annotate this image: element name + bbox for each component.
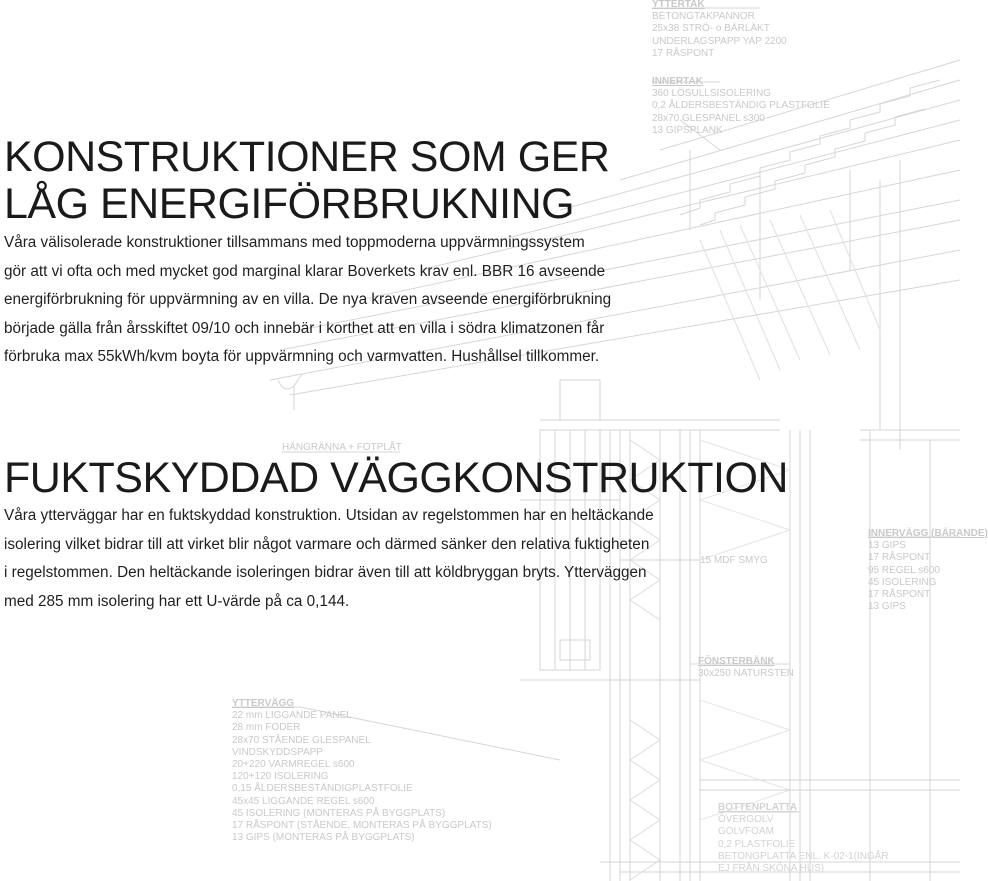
label-innervagg-line: 95 REGEL s600 xyxy=(868,564,940,576)
paragraph-line: förbruka max 55kWh/kvm boyta för uppvärmning och varmvatten. Hushållsel tillkommer. xyxy=(4,348,600,365)
label-yttertak-line: BETONGTAKPANNOR xyxy=(652,11,755,23)
paragraph-line: började gälla från årsskiftet 09/10 och innebär i korthet att en villa i södra klimatzonen får xyxy=(4,319,605,337)
label-yttervagg-line: 0,15 ÅLDERSBESTÄNDIGPLASTFOLIE xyxy=(232,783,413,795)
heading-energy-line1: KONSTRUKTIONER SOM GER xyxy=(4,133,610,181)
label-yttervagg-line: 28x70 STÅENDE GLESPANEL xyxy=(232,734,371,746)
label-yttervagg-title: YTTERVÄGG xyxy=(232,698,295,709)
paragraph-line: Våra välisolerade konstruktioner tillsammans med toppmoderna uppvärmningssystem xyxy=(4,234,585,251)
label-innervagg-line: 45 ISOLERING xyxy=(868,576,937,588)
label-innertak-line: 360 LÖSULLSISOLERING xyxy=(652,88,771,100)
label-yttervagg-line: 28 mm FODER xyxy=(232,722,301,734)
label-innertak-line: 13 GIPSPLANK xyxy=(652,124,723,136)
paragraph-moisture xyxy=(4,502,654,616)
label-yttertak xyxy=(652,0,787,60)
paragraph-line: med 285 mm isolering har ett U-värde på ca 0,144. xyxy=(4,592,350,610)
label-hangranna-text: HÄNGRÄNNA + FOTPLÅT xyxy=(282,442,402,453)
label-yttervagg-line: 22 mm LIGGANDE PANEL xyxy=(232,710,352,722)
label-yttertak-line: UNDERLAGSPAPP YAP 2200 xyxy=(652,35,787,47)
label-smyg-text: 15 MDF SMYG xyxy=(700,555,768,566)
label-bottenplatta xyxy=(718,802,889,875)
label-innervagg xyxy=(868,528,988,613)
heading-energy-line2: LÅG ENERGIFÖRBRUKNING xyxy=(4,180,575,228)
paragraph-line: i regelstommen. Den heltäckande isoleringen bidrar även till att köldbryggan bryts. Ytterväggen xyxy=(4,564,647,581)
paragraph-line: isolering vilket bidrar till att virket blir något varmare och därmed sänker den relativa fuktigheten xyxy=(4,535,650,553)
label-bottenplatta-title: BOTTENPLATTA xyxy=(718,802,798,813)
label-yttervagg-line: 120+120 ISOLERING xyxy=(232,771,329,783)
label-yttertak-line: 25x38 STRÖ- o BÄRLÄKT xyxy=(652,23,770,35)
label-yttervagg-line: 17 RÅSPONT (STÅENDE, MONTERAS PÅ BYGGPLATS) xyxy=(232,820,492,832)
label-yttertak-title: YTTERTAK xyxy=(652,0,705,10)
label-yttertak-line: 17 RÅSPONT xyxy=(652,47,715,59)
heading-moisture: FUKTSKYDDAD VÄGGKONSTRUKTION xyxy=(4,454,788,502)
label-innertak-line: 0,2 ÅLDERSBESTÄNDIG PLASTFOLIE xyxy=(652,100,830,112)
label-yttervagg-line: VINDSKYDDSPAPP xyxy=(232,746,323,758)
paragraph-energy xyxy=(4,229,611,372)
paragraph-line: energiförbrukning för uppvärmning av en villa. De nya kraven avseende energiförbrukning xyxy=(4,291,612,308)
label-fonsterbank-line: 30x250 NATURSTEN xyxy=(698,668,794,680)
label-smyg xyxy=(700,555,768,567)
label-innertak-title: INNERTAK xyxy=(652,76,703,87)
label-hangranna xyxy=(282,442,402,454)
leader-lines xyxy=(232,8,960,812)
label-innervagg-line: 13 GIPS xyxy=(868,601,906,613)
paragraph-line: Våra ytterväggar har en fuktskyddad konstruktion. Utsidan av regelstommen har en heltäckande xyxy=(4,507,654,524)
label-innertak-line: 28x70 GLESPANEL s300 xyxy=(652,112,765,124)
label-yttervagg-line: 45 ISOLERING (MONTERAS PÅ BYGGPLATS) xyxy=(232,807,446,819)
label-bottenplatta-line: 0,2 PLASTFOLIE xyxy=(718,838,796,850)
label-fonsterbank-title: FÖNSTERBÄNK xyxy=(698,656,775,667)
label-innervagg-line: 13 GIPS xyxy=(868,540,906,552)
label-innervagg-line: 17 RÅSPONT xyxy=(868,552,931,564)
label-innervagg-title: INNERVÄGG (BÄRANDE) xyxy=(868,528,988,539)
label-bottenplatta-line: ÖVERGOLV xyxy=(718,814,774,826)
label-fonsterbank xyxy=(698,656,794,680)
label-innertak xyxy=(652,76,830,137)
label-bottenplatta-line: EJ FRÅN SKÖNA HUS) xyxy=(718,863,825,875)
paragraph-line: gör att vi ofta och med mycket god marginal klarar Boverkets krav enl. BBR 16 avseende xyxy=(4,262,606,280)
label-bottenplatta-line: BETONGPLATTA ENL. K-02-1(INGÅR xyxy=(718,850,889,862)
label-yttervagg xyxy=(232,698,492,844)
label-yttervagg-line: 13 GIPS (MONTERAS PÅ BYGGPLATS) xyxy=(232,832,415,844)
label-bottenplatta-line: GOLVFOAM xyxy=(718,826,774,838)
heading-energy xyxy=(4,134,609,228)
label-yttervagg-line: 45x45 LIGGANDE REGEL s600 xyxy=(232,795,375,807)
insulation-fill xyxy=(700,210,880,380)
label-yttervagg-line: 20+220 VARMREGEL s600 xyxy=(232,759,355,771)
label-innervagg-line: 17 RÅSPONT xyxy=(868,589,931,601)
